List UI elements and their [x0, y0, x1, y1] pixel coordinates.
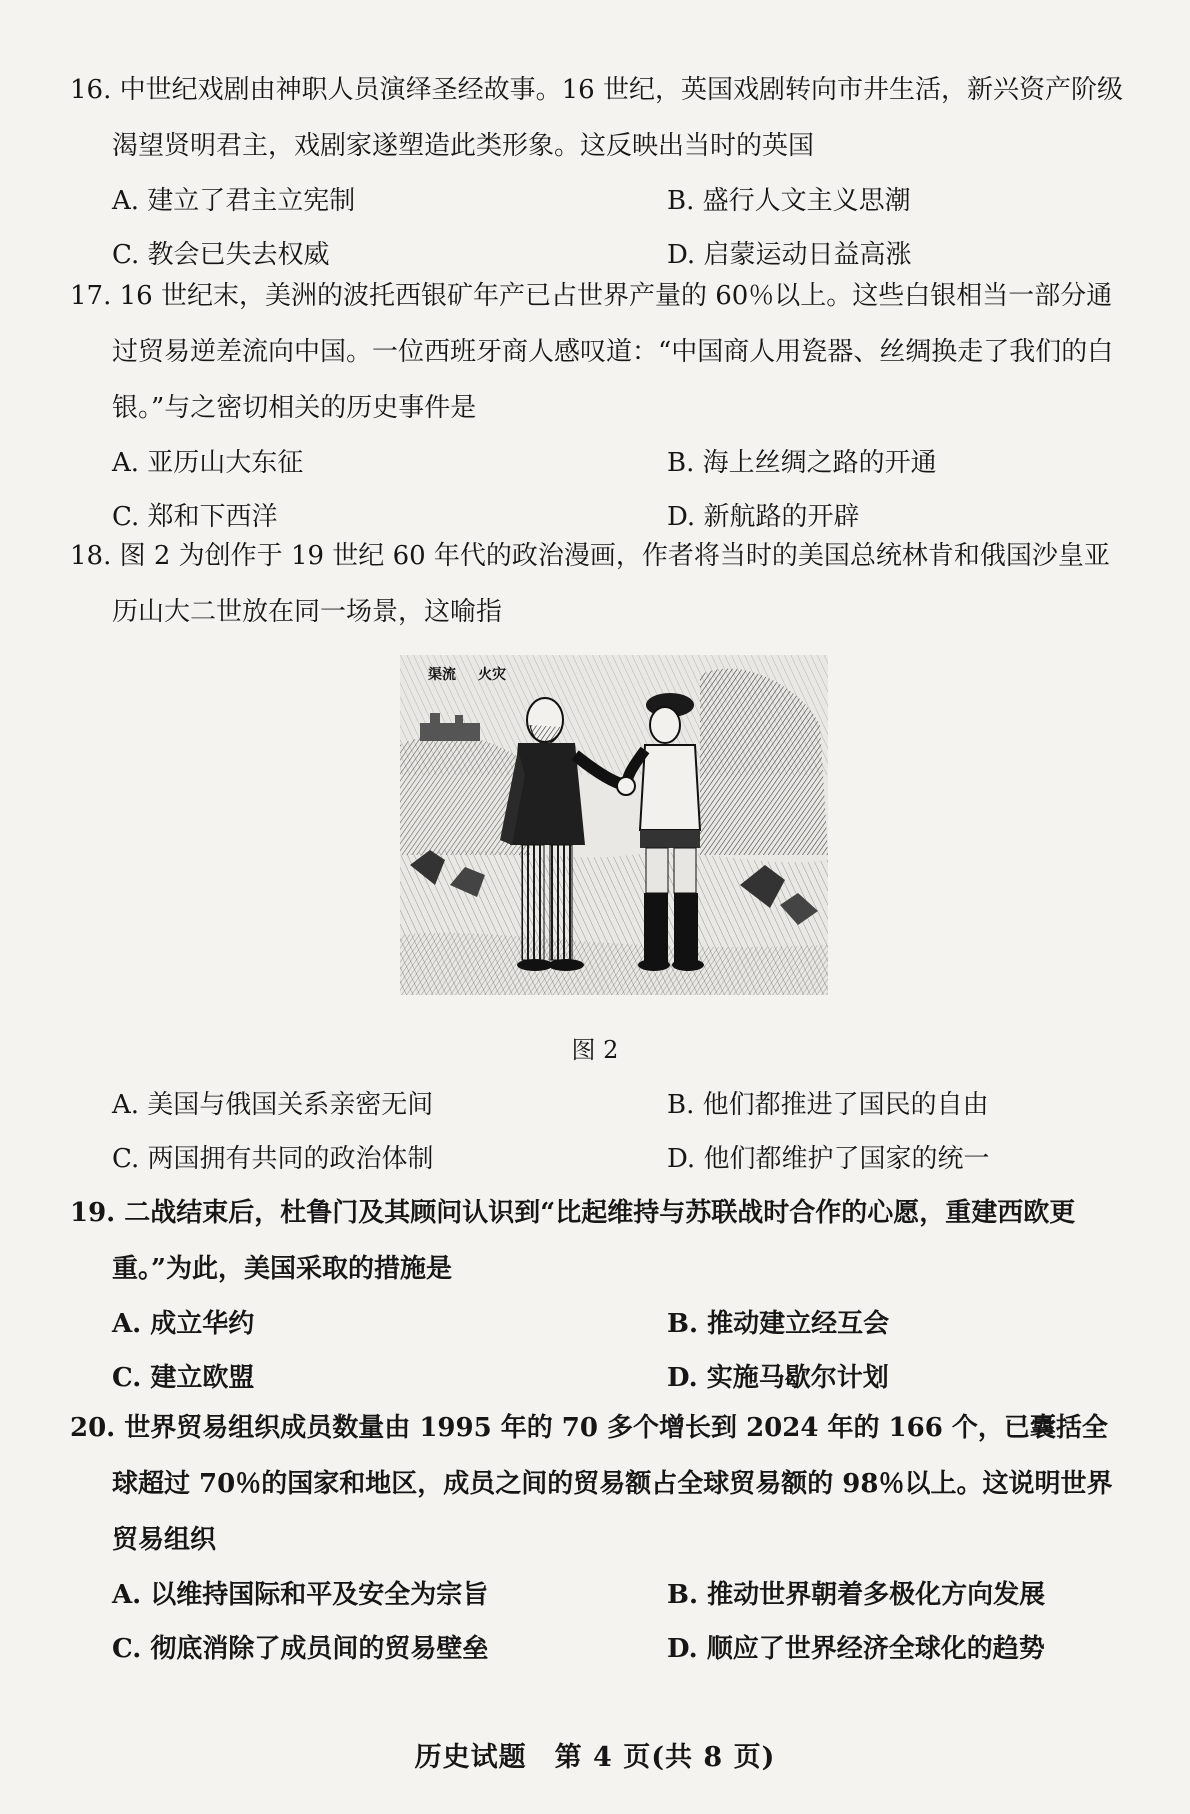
question-20 — [70, 1400, 1130, 1676]
figure-caption: 图 2 — [571, 1036, 619, 1064]
question-17 — [70, 268, 1130, 544]
question-16 — [70, 62, 1130, 282]
option-c[interactable]: C. 郑和下西洋 — [112, 502, 278, 532]
option-c[interactable]: C. 彻底消除了成员间的贸易壁垒 — [112, 1634, 489, 1664]
option-b[interactable]: B. 盛行人文主义思潮 — [667, 186, 911, 216]
option-d[interactable]: D. 新航路的开辟 — [667, 502, 860, 532]
options — [112, 174, 1130, 282]
options — [112, 1078, 1130, 1186]
option-d[interactable]: D. 启蒙运动日益高涨 — [667, 240, 912, 270]
option-c[interactable]: C. 教会已失去权威 — [112, 240, 330, 270]
option-a[interactable]: A. 亚历山大东征 — [112, 448, 304, 478]
question-stem: 18. 图 2 为创作于 19 世纪 60 年代的政治漫画，作者将当时的美国总统林肯和俄国沙皇亚历山大二世放在同一场景，这喻指 — [70, 541, 1110, 627]
cartoon-label-left: 渠流 — [428, 667, 456, 683]
option-c[interactable]: C. 建立欧盟 — [112, 1363, 255, 1393]
question-18-options — [70, 1078, 1130, 1186]
option-a[interactable]: A. 建立了君主立宪制 — [112, 186, 356, 216]
option-d[interactable]: D. 实施马歇尔计划 — [667, 1363, 889, 1393]
option-d[interactable]: D. 顺应了世界经济全球化的趋势 — [667, 1634, 1045, 1664]
option-b[interactable]: B. 推动世界朝着多极化方向发展 — [667, 1580, 1046, 1610]
option-b[interactable]: B. 海上丝绸之路的开通 — [667, 448, 937, 478]
option-a[interactable]: A. 以维持国际和平及安全为宗旨 — [112, 1580, 489, 1610]
page-footer: 历史试题 第 4 页(共 8 页) — [414, 1742, 776, 1773]
option-b[interactable]: B. 他们都推进了国民的自由 — [667, 1090, 989, 1120]
options — [112, 1568, 1130, 1676]
question-stem: 19. 二战结束后，杜鲁门及其顾问认识到“比起维持与苏联战时合作的心愿，重建西欧更重。”为此，美国采取的措施是 — [70, 1198, 1076, 1284]
question-stem: 20. 世界贸易组织成员数量由 1995 年的 70 多个增长到 2024 年的 166 个，已囊括全球超过 70％的国家和地区，成员之间的贸易额占全球贸易额的 98％以上。这说明世界贸易组织 — [70, 1413, 1113, 1555]
question-19 — [70, 1185, 1130, 1405]
option-a[interactable]: A. 成立华约 — [112, 1309, 255, 1339]
option-b[interactable]: B. 推动建立经互会 — [667, 1309, 890, 1339]
option-a[interactable]: A. 美国与俄国关系亲密无间 — [112, 1090, 434, 1120]
option-d[interactable]: D. 他们都维护了国家的统一 — [667, 1144, 990, 1174]
political-cartoon-figure — [400, 655, 828, 995]
cartoon-image — [400, 655, 828, 995]
question-stem: 17. 16 世纪末，美洲的波托西银矿年产已占世界产量的 60％以上。这些白银相当一部分通过贸易逆差流向中国。一位西班牙商人感叹道：“中国商人用瓷器、丝绸换走了我们的白银。”与之密切相关的历史事件是 — [70, 281, 1114, 423]
options — [112, 1297, 1130, 1405]
cartoon-label-right: 火灾 — [478, 667, 506, 683]
option-c[interactable]: C. 两国拥有共同的政治体制 — [112, 1144, 434, 1174]
question-18 — [70, 528, 1130, 640]
question-stem: 16. 中世纪戏剧由神职人员演绎圣经故事。16 世纪，英国戏剧转向市井生活，新兴资产阶级渴望贤明君主，戏剧家遂塑造此类形象。这反映出当时的英国 — [70, 75, 1123, 161]
